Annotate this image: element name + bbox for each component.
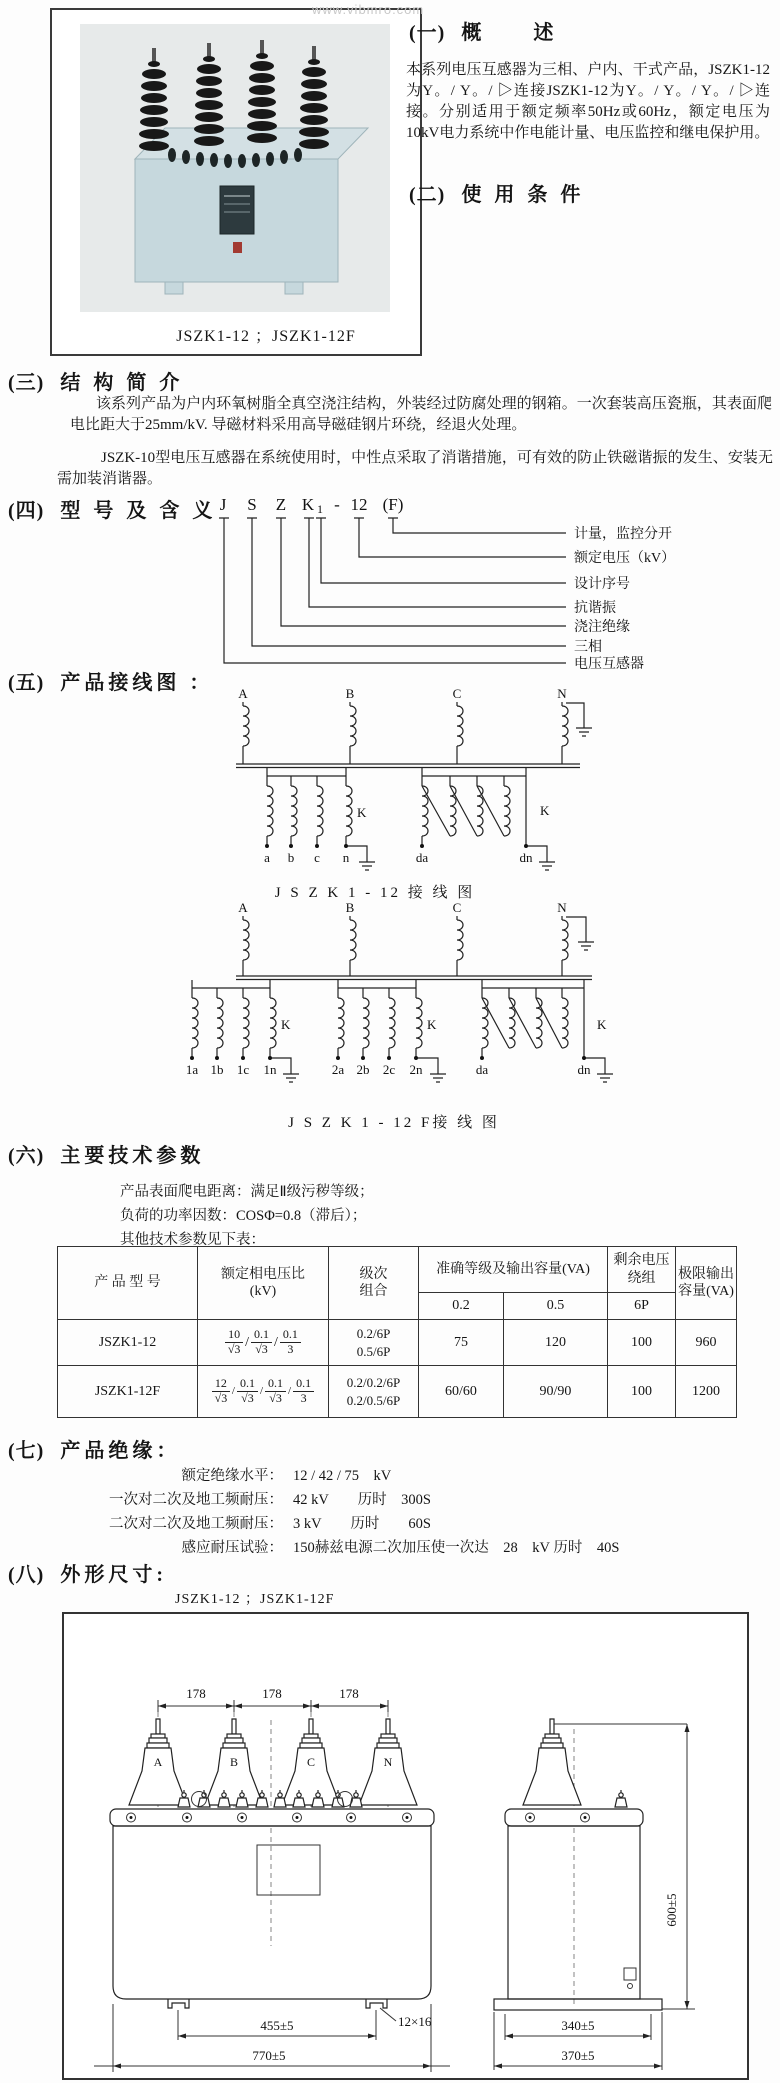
subcol-05: 0.5: [504, 1293, 608, 1320]
model-code-lines: [219, 518, 566, 663]
d2-bus-line: [236, 976, 592, 980]
k-winding-label: K: [540, 803, 550, 818]
ratio-fraction: $\frac{0.1}{3}$: [280, 1328, 301, 1357]
front-nameplate: [257, 1845, 320, 1895]
code-subscript-1: 1: [317, 502, 323, 516]
tech-note-creepage: 产品表面爬电距离：满足Ⅱ级污秽等级；: [120, 1184, 374, 1200]
cell-model: JSZK1-12: [58, 1320, 198, 1366]
subcol-02: 0.2: [419, 1293, 504, 1320]
cell-ratio: $\frac{10}{√3}$ / $\frac{0.1}{√3}$ / $\frac{0.1}{3}$: [198, 1320, 329, 1366]
insulation-value: 12 / 42 / 75 kV: [293, 1468, 392, 1484]
terminal-2a-label: 2a: [331, 1062, 345, 1077]
terminal-1a-label: 1a: [185, 1062, 199, 1077]
cell-output-02: 75: [419, 1320, 504, 1366]
front-foot-right: [366, 1999, 387, 2008]
d2-delta-diagonals: [482, 998, 562, 1048]
ground-icon: [283, 1074, 299, 1082]
ratio-fraction: $\frac{0.1}{√3}$: [265, 1377, 286, 1406]
d1-primary-windings: [236, 702, 584, 768]
wiring-diagram-jszk1-12: [150, 686, 620, 904]
insulation-label: 感应耐压试验：: [181, 1540, 283, 1556]
d1-primary-terminal-labels: [238, 686, 567, 701]
terminal-2c-label: 2c: [382, 1062, 396, 1077]
col-header-ratio-line1: 额定相电压比: [221, 1266, 305, 1282]
model-code-letters: [220, 495, 404, 516]
watermark: www.vibmro.com: [312, 2, 425, 17]
d1-bus-line: [236, 764, 580, 768]
section-1-title: 概 述: [461, 22, 558, 44]
cell-model: JSZK1-12F: [58, 1366, 198, 1418]
cell-output-05: 120: [504, 1320, 608, 1366]
meaning-anti-resonance: 抗谐振: [574, 601, 616, 616]
insulation-value: 3 kV 历时 60S: [293, 1516, 431, 1532]
spec-table: [57, 1246, 737, 1418]
photo-seal: [233, 242, 242, 253]
front-top-dimensions: [158, 1700, 388, 1712]
outline-drawing-box: [62, 1612, 749, 2080]
k-winding-label: K: [597, 1017, 607, 1032]
ground-icon: [597, 1074, 613, 1082]
terminal-n-label: N: [557, 686, 567, 701]
d2-primary-terminal-labels: [238, 900, 567, 915]
ground-icon: [430, 1074, 446, 1082]
slot-leader-line: [380, 2008, 396, 2021]
d1-delta-diagonals: [422, 786, 504, 836]
dim-178-2: 178: [262, 1686, 282, 1701]
section-8-title: 外形尺寸:: [60, 1564, 167, 1586]
side-drain-valve: [624, 1968, 636, 1980]
d2-caption: J S Z K 1 - 12 F接 线 图: [288, 1115, 500, 1131]
d1-open-delta-group: [422, 768, 547, 862]
code-letter-s: S: [247, 495, 257, 514]
section-3-title: 结 构 简 介: [60, 372, 184, 394]
d2-secondary-group-2: [338, 980, 438, 1074]
class-combo-line1: 0.2/0.2/6P: [346, 1374, 401, 1390]
section-4-number: (四): [8, 500, 45, 522]
terminal-c-label: C: [452, 900, 462, 915]
meaning-cast-insulation: 浇注绝缘: [574, 620, 630, 635]
subcol-6p: 6P: [608, 1293, 676, 1320]
insulation-label: 一次对二次及地工频耐压：: [109, 1492, 283, 1508]
terminal-dn-label: dn: [577, 1062, 591, 1077]
tech-note-power-factor: 负荷的功率因数：COSΦ=0.8（滞后）；: [120, 1208, 367, 1224]
section-3-heading: [8, 366, 183, 395]
section-2-number: (二): [409, 184, 446, 206]
section-5-title: 产品接线图 ：: [60, 672, 214, 694]
ratio-fraction: $\frac{0.1}{√3}$: [251, 1328, 272, 1357]
cell-limit: 960: [676, 1320, 737, 1366]
insulation-row: [0, 1512, 780, 1536]
code-letter-k: K: [301, 495, 315, 514]
ground-icon: [359, 862, 375, 870]
terminal-b-lc-label: b: [287, 850, 295, 865]
insulation-row: [0, 1488, 780, 1512]
terminal-b-label: B: [345, 686, 355, 701]
ratio-fraction: $\frac{0.1}{√3}$: [237, 1377, 258, 1406]
terminal-c-label: C: [452, 686, 462, 701]
col-header-residual: 剩余电压绕组: [608, 1247, 676, 1293]
insulation-value: 42 kV 历时 300S: [293, 1492, 431, 1508]
front-foot-left: [168, 1999, 189, 2008]
cell-residual: 100: [608, 1320, 676, 1366]
side-view: [494, 1719, 695, 2070]
insulation-row: [0, 1464, 780, 1488]
k-winding-label: K: [427, 1017, 437, 1032]
terminal-n-label: N: [557, 900, 567, 915]
wiring-diagram-jszk1-12f: [140, 902, 640, 1138]
cell-output-05: 90/90: [504, 1366, 608, 1418]
terminal-2b-label: 2b: [356, 1062, 370, 1077]
section-8-heading: [8, 1558, 167, 1587]
cell-class-combo: [329, 1366, 419, 1418]
class-combo-line2: 0.5/6P: [356, 1343, 391, 1359]
photo-caption: JSZK1-12 ；JSZK1-12F: [176, 328, 356, 345]
meaning-design-serial: 设计序号: [574, 577, 630, 592]
col-header-limit: 极限输出容量(VA): [676, 1247, 737, 1320]
cell-residual: 100: [608, 1366, 676, 1418]
model-code-diagram: [196, 496, 776, 682]
ratio-fraction: $\frac{10}{√3}$: [225, 1328, 243, 1357]
section-1-heading: [409, 16, 557, 45]
dim-370: 370±5: [561, 2048, 595, 2063]
d2-open-delta-group: [482, 980, 605, 1074]
meaning-three-phase: 三相: [574, 640, 602, 655]
col-header-class-line2: 组合: [359, 1284, 388, 1299]
code-letter-f: (F): [382, 495, 404, 514]
section-1-body: 本系列电压互感器为三相、户内、干式产品，JSZK1-12为Y。/ Y。/ ▷连接JSZK1-12为Y。/ Y。/ Y。/ ▷连接。分别适用于额定频率50Hz或60Hz，额定电压为10kV电力系统中作电能计量、电压监控和继电保护用。: [406, 62, 770, 141]
front-tank: [113, 1826, 431, 1999]
outline-caption: JSZK1-12 ；JSZK1-12F: [175, 1592, 335, 1607]
ground-icon: [576, 728, 592, 736]
section-1-number: (一): [409, 22, 446, 44]
section-7-number: (七): [8, 1440, 45, 1462]
terminal-c-lc-label: c: [314, 850, 320, 865]
meaning-voltage-transformer: 电压互感器: [574, 657, 644, 672]
table-row: [58, 1320, 737, 1366]
dim-340: 340±5: [561, 2018, 595, 2033]
d1-caption: J S Z K 1 - 12 接 线 图: [274, 885, 476, 901]
k-winding-label: K: [357, 805, 367, 820]
d2-primary-windings: [236, 916, 592, 980]
insulation-specs: [0, 1464, 780, 1560]
bushing-a-label: A: [153, 1755, 163, 1769]
bushing-c-label: C: [306, 1755, 316, 1769]
side-base-plate: [494, 1999, 662, 2010]
k-winding-label: K: [281, 1017, 291, 1032]
section-3-paragraph-2: JSZK-10型电压互感器在系统使用时，中性点采取了消谐措施，可有效的防止铁磁谐振的发生、安装无需加装消谐器。: [57, 450, 773, 487]
cell-class-combo: [329, 1320, 419, 1366]
dim-178-3: 178: [339, 1686, 359, 1701]
class-combo-line1: 0.2/6P: [356, 1325, 391, 1341]
side-lv-terminal: [615, 1790, 627, 1807]
terminal-da-label: da: [475, 1062, 489, 1077]
product-photo-box: [50, 8, 422, 356]
class-combo-line2: 0.2/0.5/6P: [346, 1392, 401, 1408]
section-3-number: (三): [8, 372, 45, 394]
tech-note-see-table: 其他技术参数见下表：: [120, 1232, 265, 1248]
meaning-metering: 计量，监控分开: [574, 527, 672, 542]
cell-ratio: $\frac{12}{√3}$ / $\frac{0.1}{√3}$ / $\frac{0.1}{√3}$ / $\frac{0.1}{3}$: [198, 1366, 329, 1418]
section-5-number: (五): [8, 672, 45, 694]
col-header-ratio-line2: (kV): [249, 1284, 277, 1299]
dim-slot-12x16: 12×16: [398, 2014, 432, 2029]
model-code-meanings: [574, 525, 675, 672]
col-header-class-line1: 级次: [359, 1266, 388, 1282]
outline-drawing: [64, 1614, 747, 2074]
section-4-title: 型 号 及 含 义: [60, 500, 217, 522]
insulation-label: 额定绝缘水平：: [181, 1468, 283, 1484]
section-7-title: 产品绝缘：: [60, 1440, 181, 1462]
terminal-a-label: A: [238, 686, 248, 701]
product-photo-image: [52, 10, 416, 350]
d1-neutral-ground-lead: [566, 703, 584, 728]
d2-neutral-ground-lead: [566, 917, 586, 942]
terminal-dn-label: dn: [519, 850, 533, 865]
code-letter-j: J: [219, 495, 227, 514]
insulation-value: 150赫兹电源二次加压使一次达 28 kV 历时 40S: [293, 1540, 620, 1556]
bushing-b-label: B: [229, 1755, 239, 1769]
terminal-1b-label: 1b: [210, 1062, 224, 1077]
code-letter-z: Z: [275, 495, 287, 514]
cell-limit: 1200: [676, 1366, 737, 1418]
dim-455: 455±5: [260, 2018, 294, 2033]
ground-icon: [539, 862, 555, 870]
terminal-a-lc-label: a: [264, 850, 270, 865]
insulation-row: [0, 1536, 780, 1560]
section-2-title: 使 用 条 件: [461, 184, 585, 206]
terminal-n-lc-label: n: [342, 850, 350, 865]
section-6-title: 主要技术参数: [60, 1145, 205, 1167]
d2-secondary-group-1: [192, 980, 291, 1074]
section-2-heading: [409, 178, 584, 207]
terminal-da-label: da: [415, 850, 429, 865]
section-6-number: (六): [8, 1145, 45, 1167]
front-view: [94, 1686, 450, 2072]
bushing-n-label: N: [383, 1755, 393, 1769]
ratio-fraction: $\frac{12}{√3}$: [212, 1377, 230, 1406]
terminal-1n-label: 1n: [263, 1062, 277, 1077]
insulation-label: 二次对二次及地工频耐压：: [109, 1516, 283, 1532]
terminal-2n-label: 2n: [409, 1062, 423, 1077]
col-header-model: 产 品 型 号: [58, 1247, 198, 1320]
section-8-number: (八): [8, 1564, 45, 1586]
code-dash: -: [334, 495, 340, 514]
tech-notes: [120, 1180, 374, 1252]
dim-600: 600±5: [664, 1893, 679, 1927]
terminal-b-label: B: [345, 900, 355, 915]
front-flange: [110, 1809, 434, 1826]
dim-770: 770±5: [252, 2048, 286, 2063]
dim-600-lines: [554, 1724, 695, 2009]
col-header-class: [329, 1247, 419, 1320]
section-4-heading: [8, 494, 216, 523]
col-header-ratio: [198, 1247, 329, 1320]
ratio-fraction: $\frac{0.1}{3}$: [293, 1377, 314, 1406]
cell-output-02: 60/60: [419, 1366, 504, 1418]
terminal-1c-label: 1c: [236, 1062, 250, 1077]
terminal-a-label: A: [238, 900, 248, 915]
section-6-heading: [8, 1139, 204, 1168]
ground-icon: [578, 942, 594, 950]
col-header-accuracy: 准确等级及输出容量(VA): [419, 1247, 608, 1293]
side-bushing: [523, 1719, 581, 1805]
section-3-paragraph-1: 该系列产品为户内环氧树脂全真空浇注结构，外装经过防腐处理的钢箱。一次套装高压瓷瓶，其表面爬电比距大于25mm/kV. 导磁材料采用高导磁硅钢片环绕，经退火处理。: [70, 396, 772, 433]
photo-nameplate: [220, 186, 254, 234]
dim-178-1: 178: [186, 1686, 206, 1701]
section-7-heading: [8, 1434, 180, 1463]
meaning-rated-voltage: 额定电压（kV）: [574, 551, 676, 566]
code-number-12: 12: [350, 495, 368, 514]
table-row: [58, 1366, 737, 1418]
